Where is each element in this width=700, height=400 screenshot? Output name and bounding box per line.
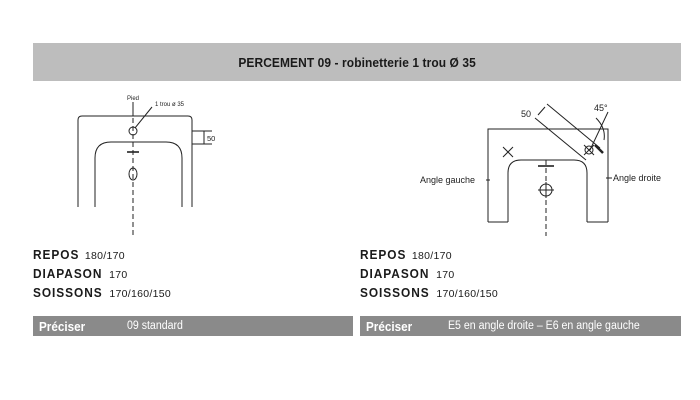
model-sizes: 170 — [109, 269, 128, 281]
model-row — [33, 246, 171, 265]
label-dim-50-right: 50 — [521, 109, 532, 119]
model-name: DIAPASON — [360, 267, 430, 281]
model-row — [33, 284, 171, 303]
specify-value: E5 en angle droite – E6 en angle gauche — [448, 320, 640, 332]
model-row — [33, 265, 171, 284]
label-angle-gauche: Angle gauche — [420, 175, 476, 185]
model-row — [360, 246, 498, 265]
label-trou: 1 trou ø 35 — [155, 102, 185, 108]
model-sizes: 170/160/150 — [109, 288, 172, 300]
model-row — [360, 265, 498, 284]
model-name: SOISSONS — [33, 286, 103, 300]
model-sizes: 180/170 — [411, 250, 452, 262]
model-sizes: 170/160/150 — [436, 288, 499, 300]
section-title: PERCEMENT 09 - robinetterie 1 trou Ø 35 — [238, 54, 476, 70]
right-model-list — [360, 246, 498, 303]
label-pied: Pied — [127, 96, 140, 102]
model-row — [360, 284, 498, 303]
left-model-list — [33, 246, 171, 303]
model-sizes: 170 — [436, 269, 455, 281]
right-specify-bar — [360, 316, 681, 336]
specify-label: Préciser — [39, 318, 86, 334]
model-name: SOISSONS — [360, 286, 430, 300]
model-name: REPOS — [33, 248, 80, 262]
model-name: REPOS — [360, 248, 407, 262]
specify-value: 09 standard — [127, 320, 183, 332]
label-angle-droite: Angle droite — [613, 173, 662, 183]
label-angle: 45° — [594, 103, 608, 113]
left-specify-bar — [33, 316, 353, 336]
model-name: DIAPASON — [33, 267, 103, 281]
model-sizes: 180/170 — [84, 250, 125, 262]
specify-label: Préciser — [366, 318, 413, 334]
label-dim-50: 50 — [207, 134, 216, 143]
